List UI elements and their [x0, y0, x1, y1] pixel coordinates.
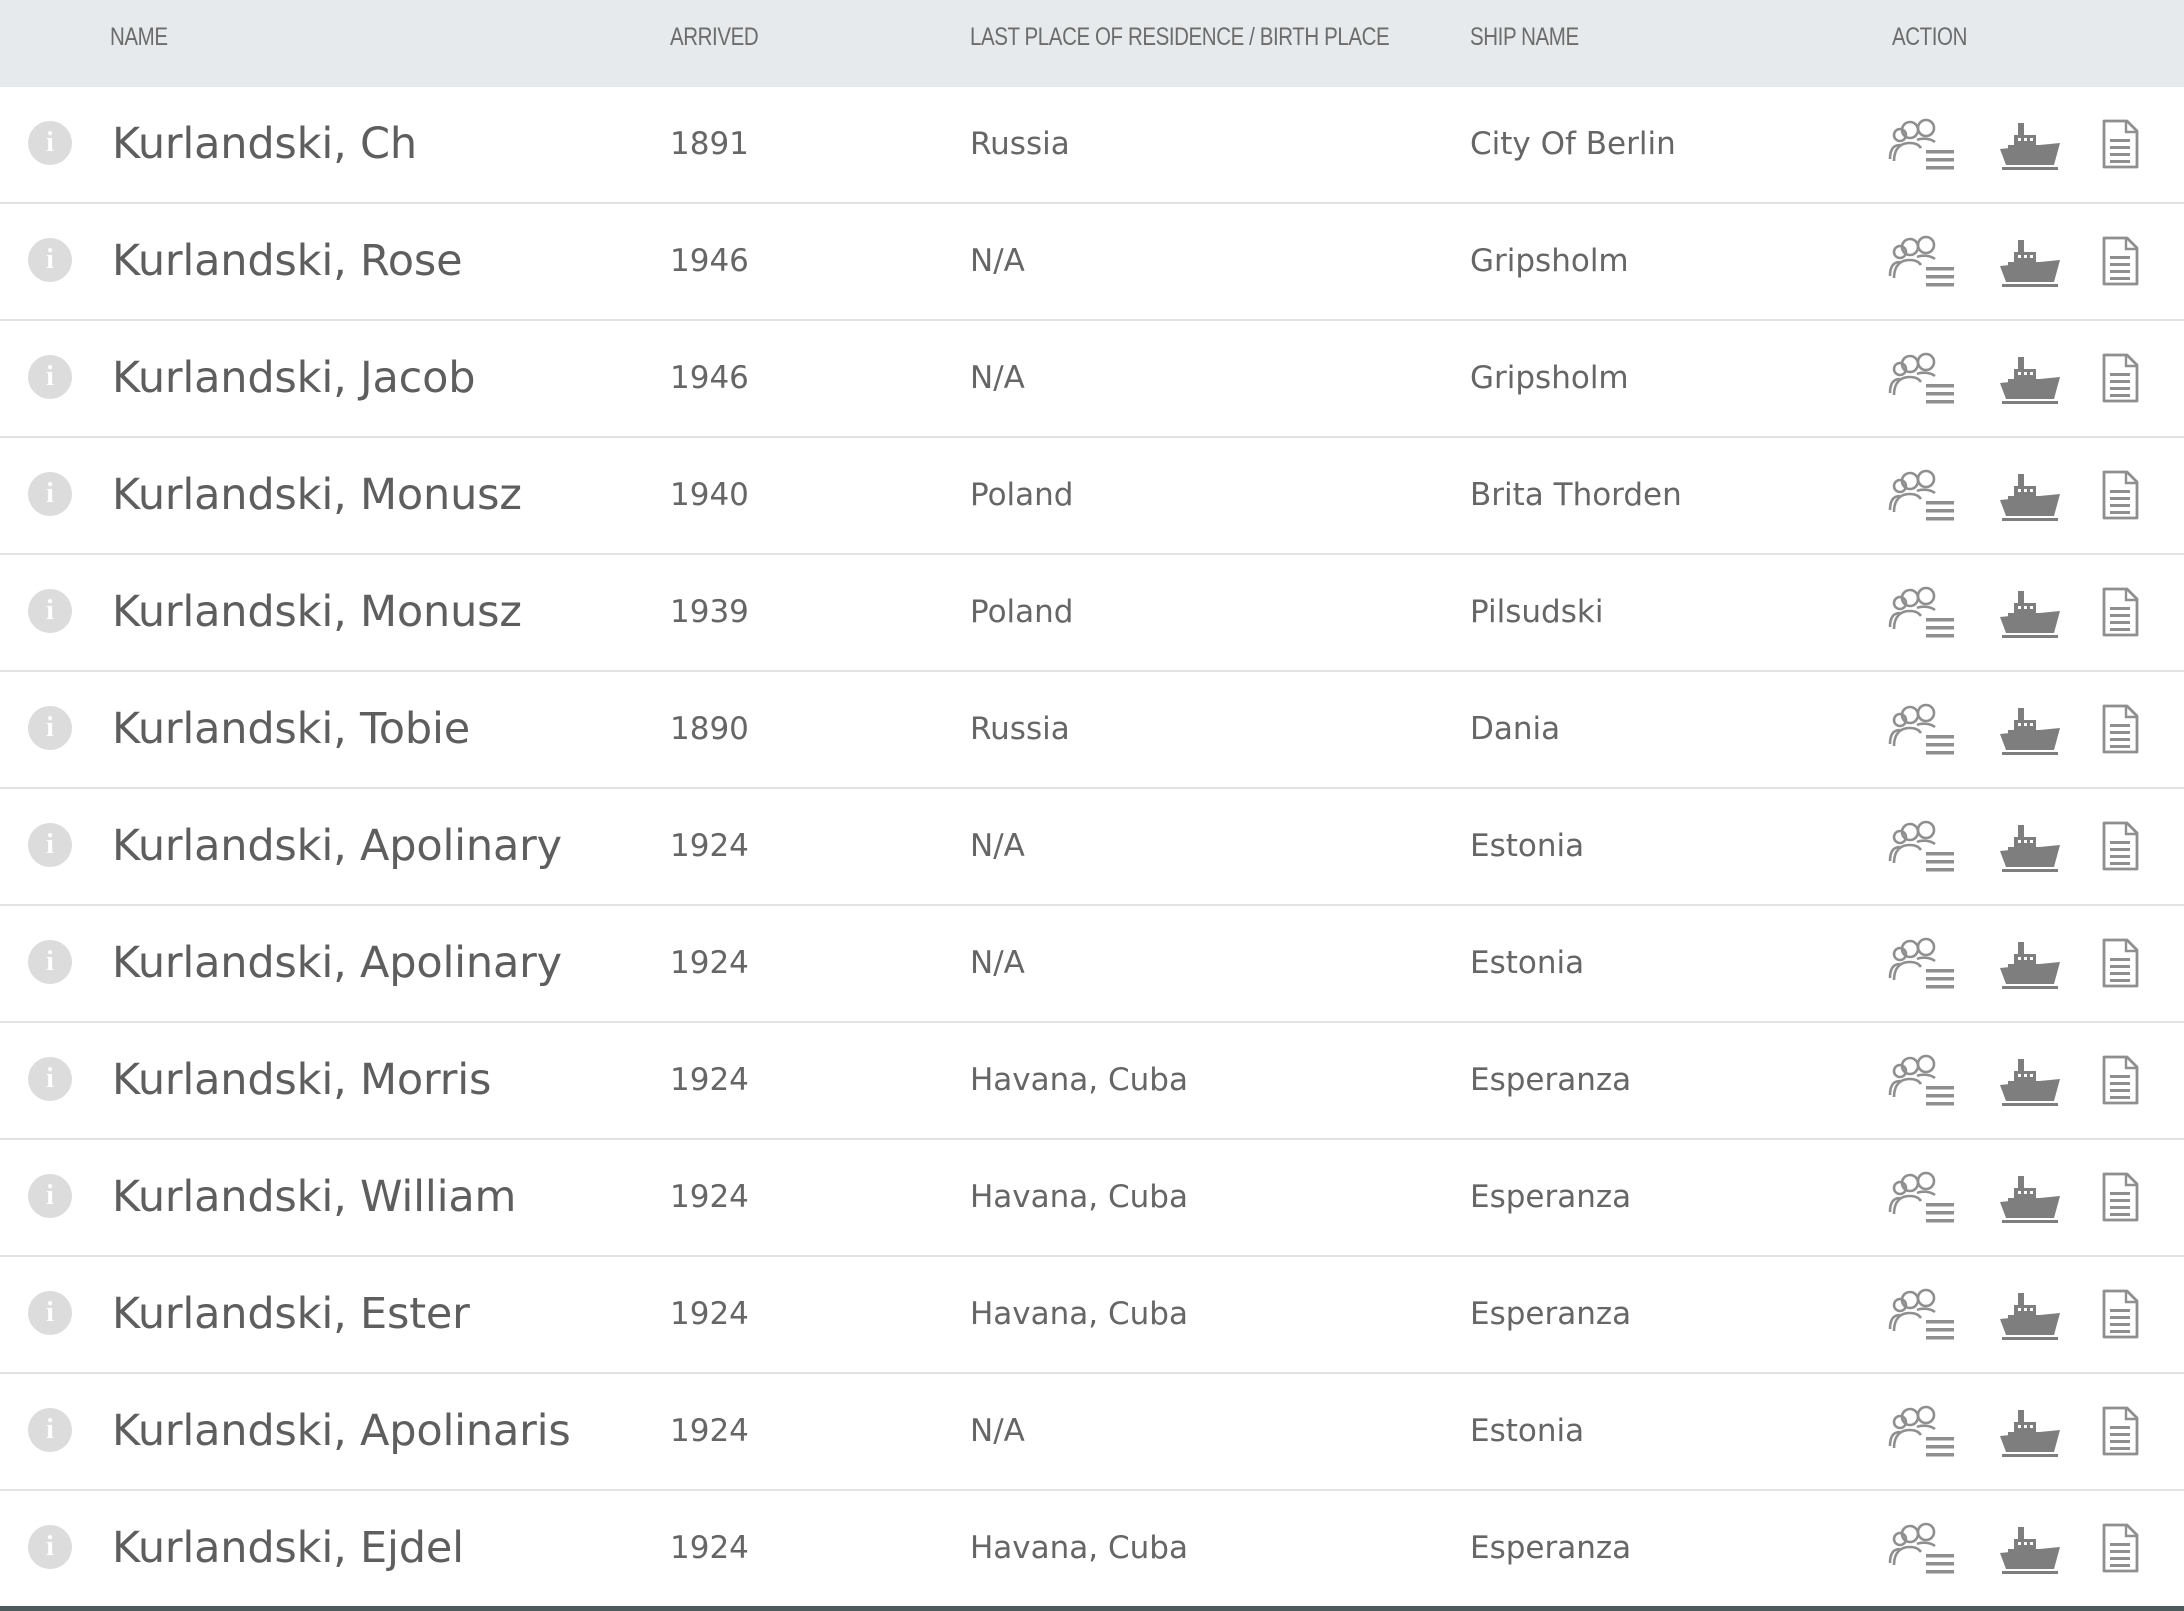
action-icons: [1888, 555, 2128, 670]
info-cell: [28, 1257, 74, 1372]
ship-icon[interactable]: [1998, 117, 2062, 173]
info-icon[interactable]: i: [28, 1525, 72, 1569]
passenger-name[interactable]: Kurlandski, Apolinary: [112, 938, 562, 988]
action-icons: [1888, 906, 2128, 1021]
table-row[interactable]: [0, 1374, 2184, 1491]
passenger-name[interactable]: Kurlandski, Ch: [112, 119, 417, 169]
ship-name: Estonia: [1470, 828, 1585, 864]
passenger-list-icon[interactable]: [1888, 1521, 1956, 1577]
info-icon[interactable]: i: [28, 1174, 72, 1218]
arrival-year: 1924: [670, 1530, 749, 1566]
ship-name: Esperanza: [1470, 1296, 1632, 1332]
residence-place: Havana, Cuba: [970, 1179, 1188, 1215]
passenger-list-icon[interactable]: [1888, 702, 1956, 758]
document-icon[interactable]: [2100, 821, 2140, 871]
table-row[interactable]: [0, 204, 2184, 321]
arrival-year: 1939: [670, 594, 749, 630]
residence-place: Poland: [970, 477, 1074, 513]
info-cell: [28, 555, 74, 670]
residence-place: Havana, Cuba: [970, 1296, 1188, 1332]
passenger-name[interactable]: Kurlandski, Monusz: [112, 587, 522, 637]
ship-name: Gripsholm: [1470, 360, 1629, 396]
info-icon[interactable]: i: [28, 1291, 72, 1335]
document-icon[interactable]: [2100, 1289, 2140, 1339]
passenger-name[interactable]: Kurlandski, Jacob: [112, 353, 476, 403]
passenger-list-icon[interactable]: [1888, 936, 1956, 992]
residence-place: Russia: [970, 711, 1070, 747]
action-icons: [1888, 87, 2128, 202]
ship-name: Esperanza: [1470, 1062, 1632, 1098]
ship-name: Brita Thorden: [1470, 477, 1682, 513]
document-icon[interactable]: [2100, 704, 2140, 754]
ship-icon[interactable]: [1998, 1053, 2062, 1109]
arrival-year: 1924: [670, 1179, 749, 1215]
passenger-list-icon[interactable]: [1888, 351, 1956, 407]
info-cell: [28, 1491, 74, 1606]
passenger-list-icon[interactable]: [1888, 1170, 1956, 1226]
arrival-year: 1924: [670, 828, 749, 864]
residence-place: N/A: [970, 243, 1025, 279]
ship-name: Dania: [1470, 711, 1561, 747]
table-header: [0, 0, 2184, 87]
table-body: [0, 87, 2184, 1611]
passenger-name[interactable]: Kurlandski, Apolinary: [112, 821, 562, 871]
action-icons: [1888, 1140, 2128, 1255]
header-name[interactable]: NAME: [110, 23, 168, 51]
passenger-name[interactable]: Kurlandski, Morris: [112, 1055, 492, 1105]
table-row[interactable]: [0, 321, 2184, 438]
info-cell: [28, 789, 74, 904]
document-icon[interactable]: [2100, 470, 2140, 520]
ship-icon[interactable]: [1998, 468, 2062, 524]
arrival-year: 1924: [670, 1413, 749, 1449]
passenger-name[interactable]: Kurlandski, William: [112, 1172, 517, 1222]
ship-icon[interactable]: [1998, 1170, 2062, 1226]
document-icon[interactable]: [2100, 236, 2140, 286]
residence-place: Havana, Cuba: [970, 1062, 1188, 1098]
header-ship-name[interactable]: SHIP NAME: [1470, 23, 1579, 51]
info-icon[interactable]: i: [28, 706, 72, 750]
action-icons: [1888, 1257, 2128, 1372]
info-cell: [28, 1140, 74, 1255]
passenger-list-icon[interactable]: [1888, 1287, 1956, 1343]
table-row[interactable]: [0, 438, 2184, 555]
ship-icon[interactable]: [1998, 234, 2062, 290]
action-icons: [1888, 789, 2128, 904]
passenger-list-icon[interactable]: [1888, 117, 1956, 173]
ship-name: City Of Berlin: [1470, 126, 1676, 162]
passenger-name[interactable]: Kurlandski, Ester: [112, 1289, 470, 1339]
action-icons: [1888, 1374, 2128, 1489]
passenger-list-icon[interactable]: [1888, 234, 1956, 290]
residence-place: Poland: [970, 594, 1074, 630]
header-place[interactable]: LAST PLACE OF RESIDENCE / BIRTH PLACE: [970, 23, 1390, 51]
passenger-list-icon[interactable]: [1888, 1053, 1956, 1109]
arrival-year: 1946: [670, 360, 749, 396]
info-icon[interactable]: i: [28, 1408, 72, 1452]
info-cell: [28, 672, 74, 787]
header-arrived[interactable]: ARRIVED: [670, 23, 759, 51]
document-icon[interactable]: [2100, 938, 2140, 988]
ship-icon[interactable]: [1998, 1287, 2062, 1343]
document-icon[interactable]: [2100, 353, 2140, 403]
arrival-year: 1891: [670, 126, 749, 162]
table-row[interactable]: [0, 87, 2184, 204]
passenger-name[interactable]: Kurlandski, Tobie: [112, 704, 470, 754]
info-cell: [28, 906, 74, 1021]
table-row[interactable]: [0, 789, 2184, 906]
info-cell: [28, 1023, 74, 1138]
document-icon[interactable]: [2100, 1172, 2140, 1222]
document-icon[interactable]: [2100, 1406, 2140, 1456]
info-cell: [28, 321, 74, 436]
action-icons: [1888, 204, 2128, 319]
passenger-list-icon[interactable]: [1888, 468, 1956, 524]
ship-icon[interactable]: [1998, 351, 2062, 407]
arrival-year: 1946: [670, 243, 749, 279]
info-icon[interactable]: i: [28, 823, 72, 867]
passenger-name[interactable]: Kurlandski, Monusz: [112, 470, 522, 520]
arrival-year: 1940: [670, 477, 749, 513]
passenger-list-icon[interactable]: [1888, 819, 1956, 875]
info-cell: [28, 204, 74, 319]
table-row[interactable]: [0, 1023, 2184, 1140]
action-icons: [1888, 1023, 2128, 1138]
table-row[interactable]: [0, 906, 2184, 1023]
table-row[interactable]: [0, 672, 2184, 789]
table-row[interactable]: [0, 555, 2184, 672]
info-icon[interactable]: i: [28, 472, 72, 516]
table-row[interactable]: [0, 1491, 2184, 1611]
info-cell: [28, 1374, 74, 1489]
residence-place: N/A: [970, 828, 1025, 864]
info-icon[interactable]: i: [28, 355, 72, 399]
info-cell: [28, 438, 74, 553]
arrival-year: 1924: [670, 1296, 749, 1332]
passenger-list-icon[interactable]: [1888, 1404, 1956, 1460]
document-icon[interactable]: [2100, 1055, 2140, 1105]
document-icon[interactable]: [2100, 119, 2140, 169]
ship-name: Estonia: [1470, 1413, 1585, 1449]
arrival-year: 1924: [670, 945, 749, 981]
action-icons: [1888, 438, 2128, 553]
info-icon[interactable]: i: [28, 238, 72, 282]
ship-name: Pilsudski: [1470, 594, 1604, 630]
info-icon[interactable]: i: [28, 121, 72, 165]
ship-icon[interactable]: [1998, 702, 2062, 758]
residence-place: Havana, Cuba: [970, 1530, 1188, 1566]
ship-icon[interactable]: [1998, 1404, 2062, 1460]
ship-name: Esperanza: [1470, 1179, 1632, 1215]
arrival-year: 1890: [670, 711, 749, 747]
header-action: ACTION: [1892, 23, 1967, 51]
action-icons: [1888, 1491, 2128, 1606]
ship-icon[interactable]: [1998, 936, 2062, 992]
ship-icon[interactable]: [1998, 1521, 2062, 1577]
residence-place: N/A: [970, 1413, 1025, 1449]
ship-name: Estonia: [1470, 945, 1585, 981]
document-icon[interactable]: [2100, 587, 2140, 637]
residence-place: N/A: [970, 945, 1025, 981]
info-icon[interactable]: i: [28, 940, 72, 984]
action-icons: [1888, 321, 2128, 436]
passenger-list-icon[interactable]: [1888, 585, 1956, 641]
info-icon[interactable]: i: [28, 589, 72, 633]
table-row[interactable]: [0, 1257, 2184, 1374]
passenger-name[interactable]: Kurlandski, Ejdel: [112, 1523, 464, 1573]
residence-place: Russia: [970, 126, 1070, 162]
arrival-year: 1924: [670, 1062, 749, 1098]
ship-name: Esperanza: [1470, 1530, 1632, 1566]
document-icon[interactable]: [2100, 1523, 2140, 1573]
info-cell: [28, 87, 74, 202]
info-icon[interactable]: i: [28, 1057, 72, 1101]
passenger-name[interactable]: Kurlandski, Rose: [112, 236, 463, 286]
table-row[interactable]: [0, 1140, 2184, 1257]
action-icons: [1888, 672, 2128, 787]
ship-icon[interactable]: [1998, 585, 2062, 641]
residence-place: N/A: [970, 360, 1025, 396]
passenger-name[interactable]: Kurlandski, Apolinaris: [112, 1406, 571, 1456]
ship-icon[interactable]: [1998, 819, 2062, 875]
ship-name: Gripsholm: [1470, 243, 1629, 279]
